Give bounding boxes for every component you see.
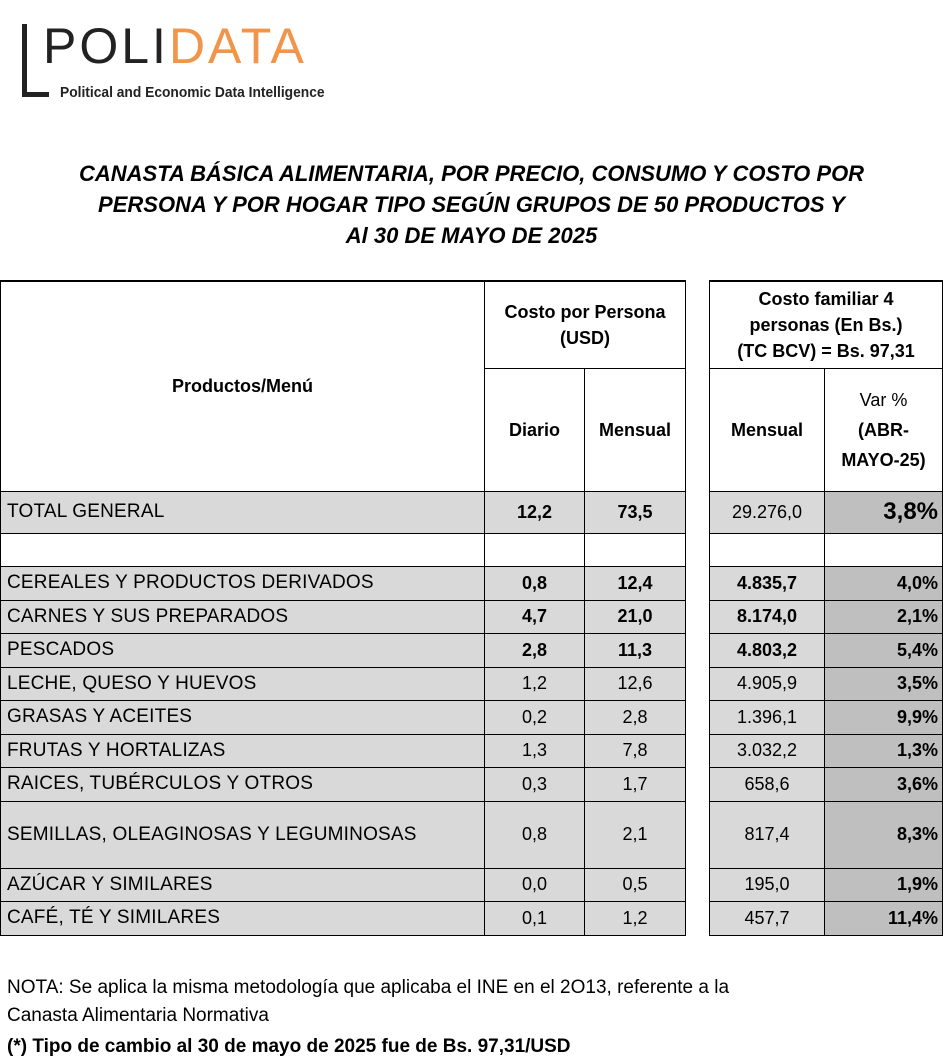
group-var: 2,1%	[825, 600, 943, 633]
title-line-3: Al 30 DE MAYO DE 2025	[345, 223, 598, 248]
polidata-logo	[22, 18, 382, 104]
table-row	[710, 600, 943, 633]
table-row	[1, 566, 686, 600]
table-row	[710, 801, 943, 868]
group-name: PESCADOS	[1, 633, 485, 667]
table-row	[1, 600, 686, 633]
group-mensual-bs: 4.803,2	[710, 633, 825, 667]
group-mensual: 11,3	[585, 633, 686, 667]
group-diario: 0,2	[485, 700, 585, 734]
group-mensual-bs: 4.835,7	[710, 566, 825, 600]
group-mensual-bs: 195,0	[710, 868, 825, 901]
header-productos: Productos/Menú	[1, 281, 485, 491]
group-var: 9,9%	[825, 700, 943, 734]
group-diario: 0,0	[485, 868, 585, 901]
title-line-2: PERSONA Y POR HOGAR TIPO SEGÚN GRUPOS DE 50 PRODUCTOS Y	[98, 192, 845, 217]
group-var: 4,0%	[825, 566, 943, 600]
header-var: Var % (ABR- MAYO-25)	[825, 368, 943, 491]
document-title	[0, 158, 943, 251]
group-diario: 0,8	[485, 801, 585, 868]
table-row	[1, 700, 686, 734]
group-diario: 2,8	[485, 633, 585, 667]
header-diario: Diario	[485, 368, 585, 491]
table-row	[710, 667, 943, 700]
group-mensual-bs: 658,6	[710, 767, 825, 801]
group-name: CAFÉ, TÉ Y SIMILARES	[1, 901, 485, 935]
table-row	[1, 734, 686, 767]
group-var: 3,5%	[825, 667, 943, 700]
table-row	[710, 566, 943, 600]
total-var: 3,8%	[825, 491, 943, 533]
group-mensual: 1,7	[585, 767, 686, 801]
group-mensual: 12,6	[585, 667, 686, 700]
group-var: 8,3%	[825, 801, 943, 868]
table-row	[710, 700, 943, 734]
group-var: 1,9%	[825, 868, 943, 901]
group-diario: 0,3	[485, 767, 585, 801]
group-name: RAICES, TUBÉRCULOS Y OTROS	[1, 767, 485, 801]
table-row	[1, 633, 686, 667]
logo-wordmark: POLIDATA	[43, 18, 307, 74]
costo-persona-table	[0, 280, 686, 936]
total-row	[1, 491, 686, 533]
group-mensual-bs: 1.396,1	[710, 700, 825, 734]
group-mensual-bs: 457,7	[710, 901, 825, 935]
group-mensual: 0,5	[585, 868, 686, 901]
group-name: CARNES Y SUS PREPARADOS	[1, 600, 485, 633]
total-name: TOTAL GENERAL	[1, 491, 485, 533]
group-diario: 0,8	[485, 566, 585, 600]
methodology-note: NOTA: Se aplica la misma metodología que aplicaba el INE en el 2O13, referente a la Canasta Alimentaria Normativa	[7, 977, 730, 1026]
group-mensual: 2,8	[585, 700, 686, 734]
group-diario: 1,2	[485, 667, 585, 700]
table-row	[1, 801, 686, 868]
group-mensual: 1,2	[585, 901, 686, 935]
total-diario: 12,2	[485, 491, 585, 533]
table-row	[710, 633, 943, 667]
exchange-rate-note: (*) Tipo de cambio al 30 de mayo de 2025 fue de Bs. 97,31/USD	[7, 1036, 571, 1057]
table-row	[710, 868, 943, 901]
logo-tagline: Political and Economic Data Intelligence	[60, 84, 325, 101]
header-mensual: Mensual	[585, 368, 686, 491]
table-row	[710, 901, 943, 935]
header-mensual-bs: Mensual	[710, 368, 825, 491]
header-costo-familiar: Costo familiar 4 personas (En Bs.) (TC BCV) = Bs. 97,31	[710, 281, 943, 368]
group-var: 11,4%	[825, 901, 943, 935]
table-row	[1, 901, 686, 935]
table-row	[710, 767, 943, 801]
table-row	[1, 667, 686, 700]
group-diario: 1,3	[485, 734, 585, 767]
group-mensual: 12,4	[585, 566, 686, 600]
total-mensual-bs: 29.276,0	[710, 491, 825, 533]
group-var: 5,4%	[825, 633, 943, 667]
group-var: 3,6%	[825, 767, 943, 801]
total-mensual: 73,5	[585, 491, 686, 533]
group-diario: 0,1	[485, 901, 585, 935]
group-mensual-bs: 3.032,2	[710, 734, 825, 767]
group-mensual-bs: 4.905,9	[710, 667, 825, 700]
total-row-bs	[710, 491, 943, 533]
group-mensual: 7,8	[585, 734, 686, 767]
group-name: LECHE, QUESO Y HUEVOS	[1, 667, 485, 700]
group-mensual: 2,1	[585, 801, 686, 868]
costo-familiar-table	[709, 280, 943, 936]
group-name: AZÚCAR Y SIMILARES	[1, 868, 485, 901]
group-var: 1,3%	[825, 734, 943, 767]
group-mensual: 21,0	[585, 600, 686, 633]
group-mensual-bs: 8.174,0	[710, 600, 825, 633]
group-name: GRASAS Y ACEITES	[1, 700, 485, 734]
group-diario: 4,7	[485, 600, 585, 633]
group-name: SEMILLAS, OLEAGINOSAS Y LEGUMINOSAS	[1, 801, 485, 868]
table-row	[1, 767, 686, 801]
table-row	[1, 868, 686, 901]
group-mensual-bs: 817,4	[710, 801, 825, 868]
group-name: CEREALES Y PRODUCTOS DERIVADOS	[1, 566, 485, 600]
group-name: FRUTAS Y HORTALIZAS	[1, 734, 485, 767]
header-costo-persona: Costo por Persona (USD)	[485, 281, 686, 368]
table-row	[710, 734, 943, 767]
title-line-1: CANASTA BÁSICA ALIMENTARIA, POR PRECIO, CONSUMO Y COSTO POR	[78, 161, 865, 186]
